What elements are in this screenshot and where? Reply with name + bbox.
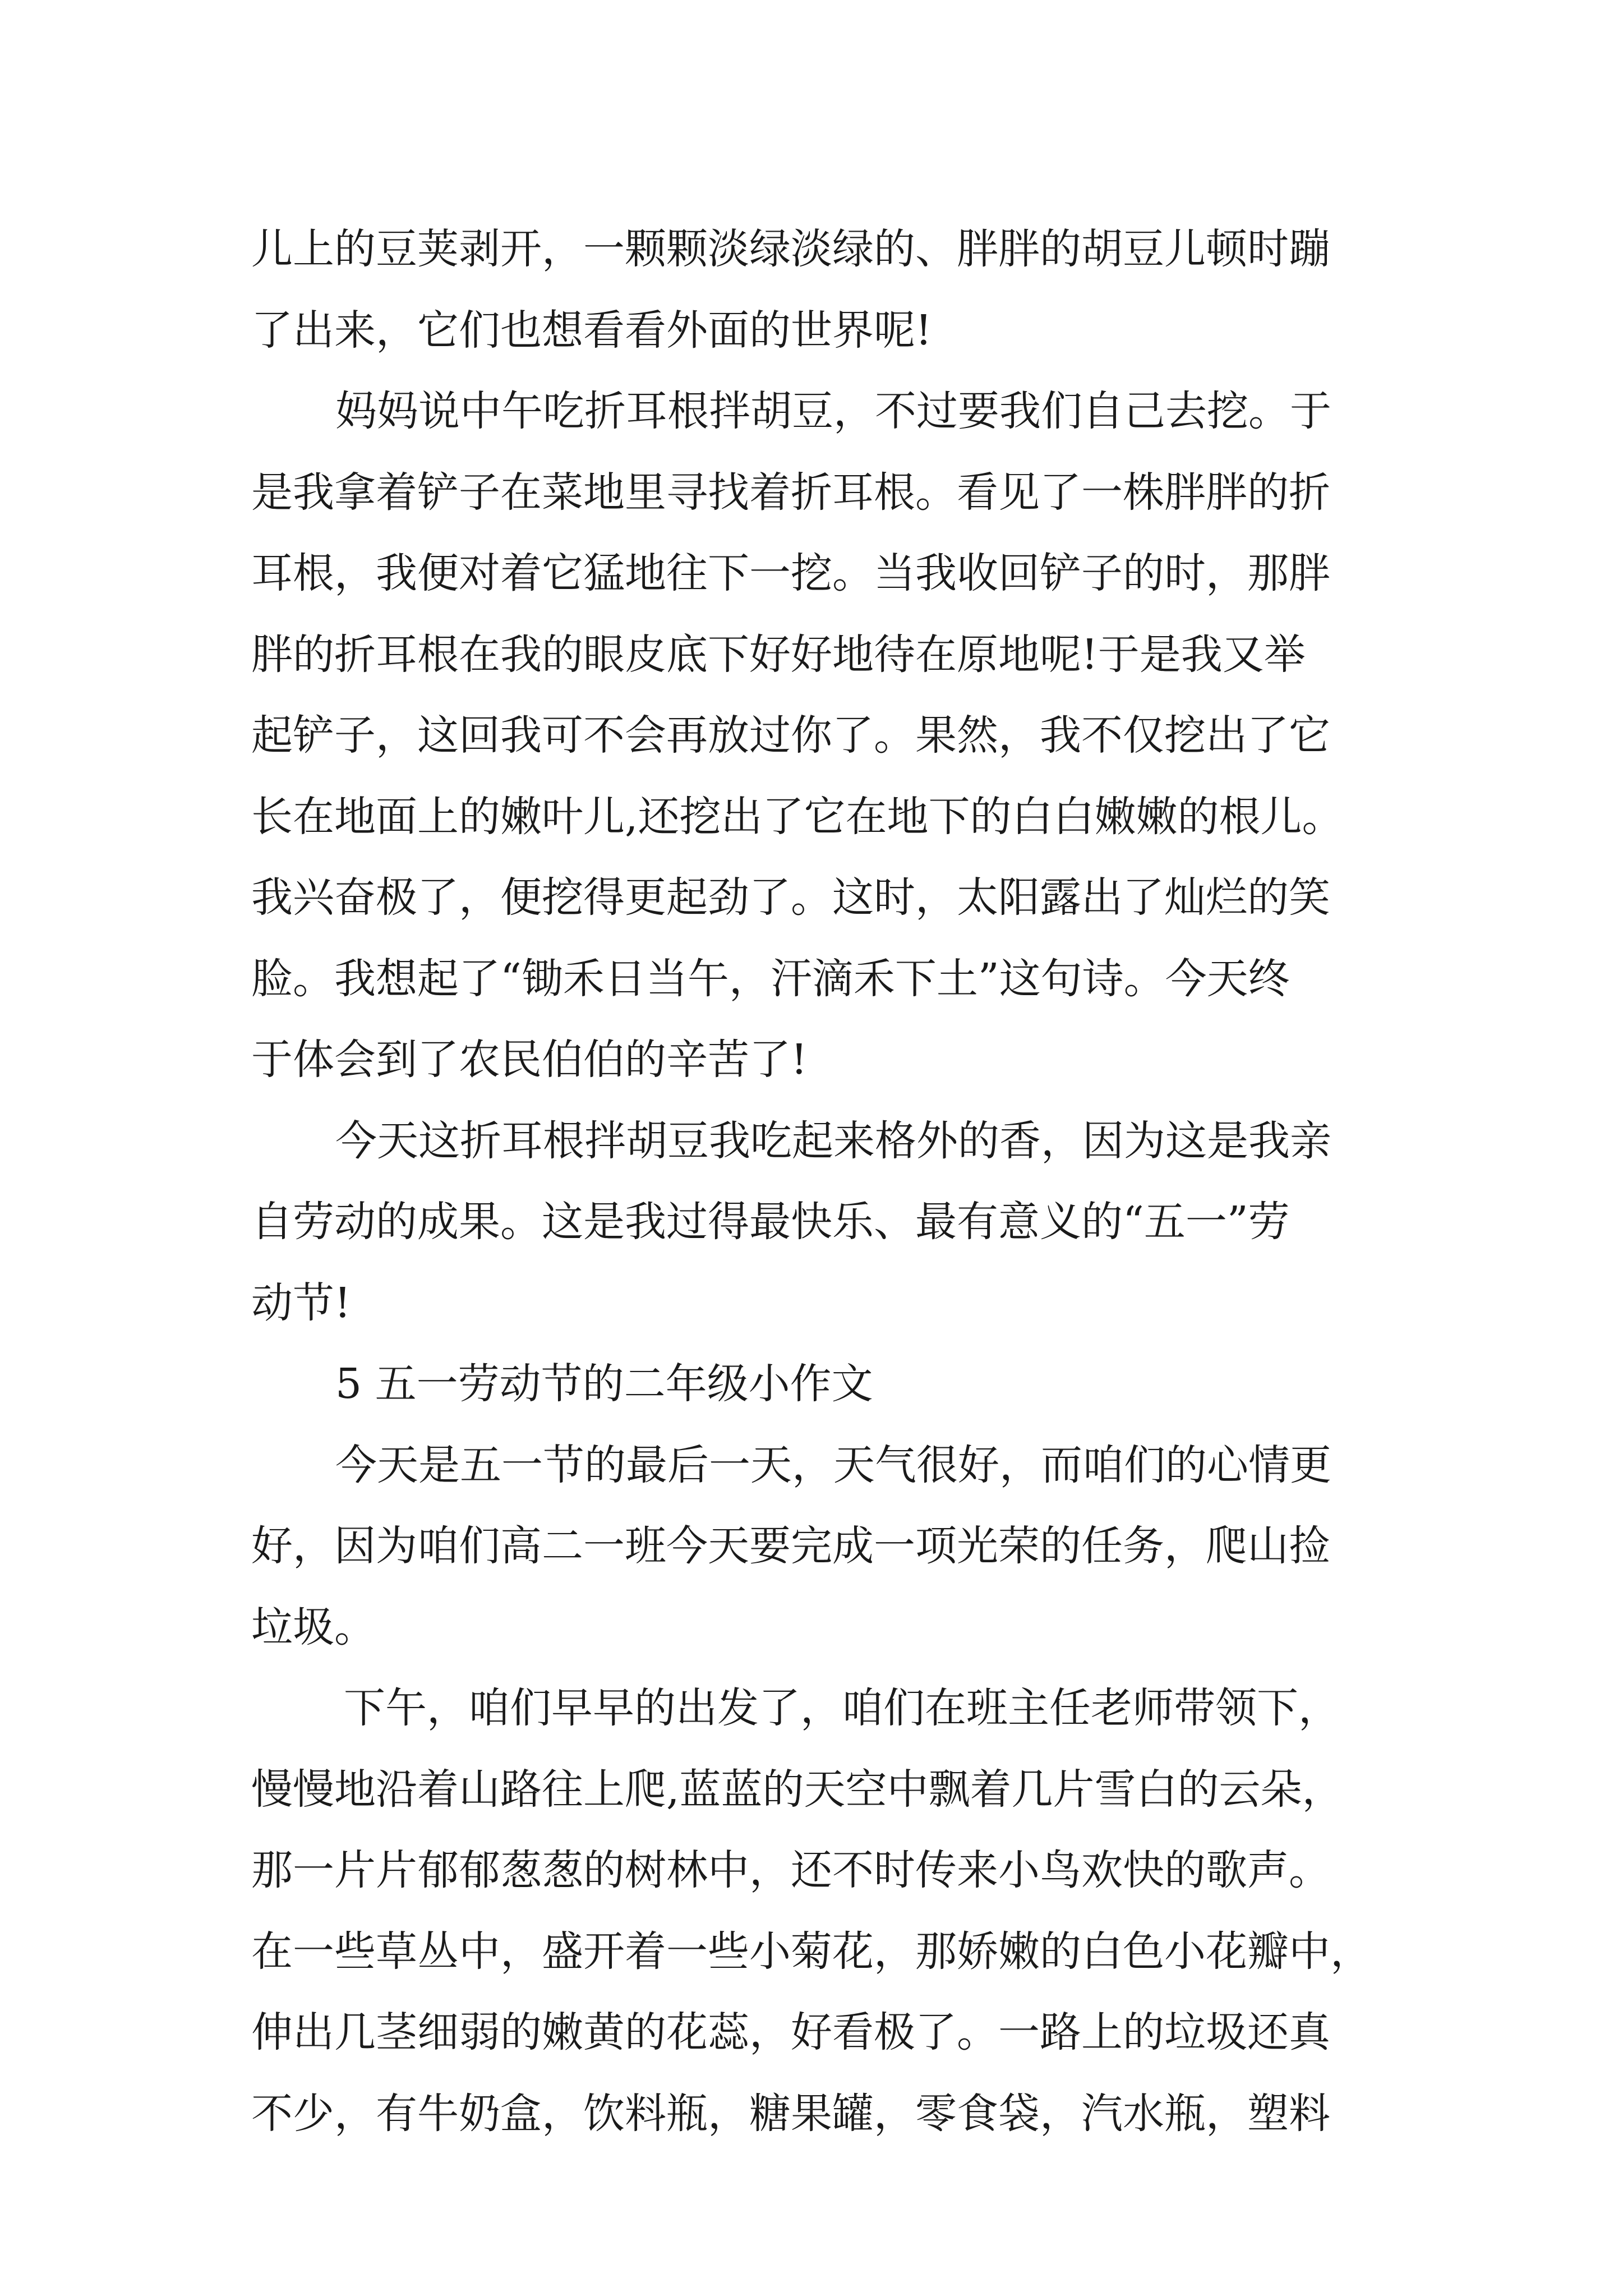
text-line: 垃圾。 [251, 1603, 376, 1651]
text-line: 我兴奋极了，便挖得更起劲了。这时，太阳露出了灿烂的笑 [251, 873, 1330, 922]
section-heading: 5 五一劳动节的二年级小作文 [335, 1360, 873, 1408]
text-line: 不少，有牛奶盒，饮料瓶，糖果罐，零食袋，汽水瓶，塑料 [251, 2089, 1330, 2138]
text-line: 动节! [251, 1278, 351, 1327]
text-line: 耳根，我便对着它猛地往下一挖。当我收回铲子的时，那胖 [251, 549, 1330, 597]
text-line: 在一些草丛中，盛开着一些小菊花，那娇嫩的白色小花瓣中， [251, 1927, 1372, 1976]
essay-text [251, 209, 1395, 2154]
text-line: 了出来，它们也想看看外面的世界呢! [251, 306, 932, 355]
text-line: 起铲子，这回我可不会再放过你了。果然，我不仅挖出了它 [251, 711, 1330, 760]
text-line: 胖的折耳根在我的眼皮底下好好地待在原地呢!于是我又举 [251, 630, 1306, 679]
paragraph-start-line: 下午，咱们早早的出发了，咱们在班主任老师带领下， [344, 1684, 1340, 1732]
text-line: 长在地面上的嫩叶儿,还挖出了它在地下的白白嫩嫩的根儿。 [251, 792, 1344, 841]
paragraph-start-line: 今天这折耳根拌胡豆我吃起来格外的香，因为这是我亲 [335, 1116, 1331, 1165]
text-line: 儿上的豆荚剥开，一颗颗淡绿淡绿的、胖胖的胡豆儿顿时蹦 [251, 225, 1330, 273]
text-line: 脸。我想起了“锄禾日当午，汗滴禾下土”这句诗。今天终 [251, 954, 1290, 1003]
paragraph-start-line: 今天是五一节的最后一天，天气很好，而咱们的心情更 [335, 1441, 1331, 1489]
text-line: 于体会到了农民伯伯的辛苦了! [251, 1036, 808, 1084]
text-line: 自劳动的成果。这是我过得最快乐、最有意义的“五一”劳 [251, 1198, 1290, 1246]
paragraph-start-line: 妈妈说中午吃折耳根拌胡豆，不过要我们自己去挖。于 [335, 387, 1331, 435]
text-line: 慢慢地沿着山路往上爬,蓝蓝的天空中飘着几片雪白的云朵， [251, 1765, 1344, 1814]
text-line: 好，因为咱们高二一班今天要完成一项光荣的任务，爬山捡 [251, 1522, 1330, 1570]
text-line: 是我拿着铲子在菜地里寻找着折耳根。看见了一株胖胖的折 [251, 468, 1330, 517]
text-line: 伸出几茎细弱的嫩黄的花蕊，好看极了。一路上的垃圾还真 [251, 2008, 1330, 2056]
text-line: 那一片片郁郁葱葱的树林中，还不时传来小鸟欢快的歌声。 [251, 1846, 1330, 1894]
